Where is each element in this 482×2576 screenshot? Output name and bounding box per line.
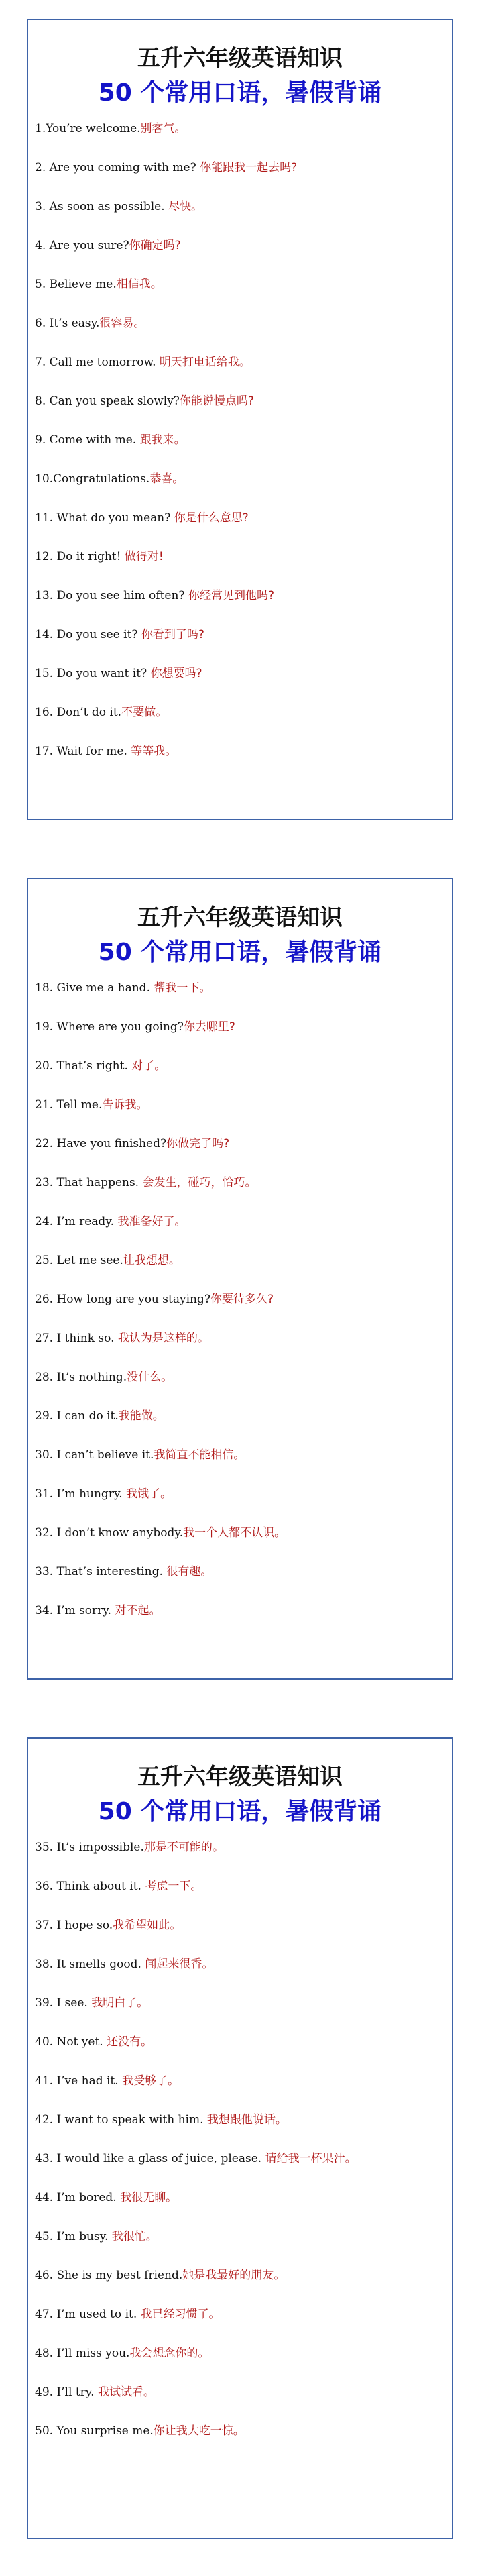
chinese-translation: 我认为是这样的。 xyxy=(117,1332,209,1345)
chinese-translation: 闻起来很香。 xyxy=(145,1957,214,1971)
chinese-translation: 你经常见到他吗? xyxy=(188,589,274,602)
phrase-item xyxy=(35,2422,442,2461)
english-phrase: 27. I think so. xyxy=(35,1332,118,1345)
english-phrase: 17. Wait for me. xyxy=(35,745,131,758)
english-phrase: 11. What do you mean? xyxy=(35,511,174,525)
card-subtitle: 50 个常用口语，暑假背诵 xyxy=(98,79,382,107)
english-phrase: 44. I’m bored. xyxy=(35,2191,121,2204)
chinese-translation: 尽快。 xyxy=(168,200,203,213)
chinese-translation: 我能做。 xyxy=(118,1409,164,1423)
chinese-translation: 对不起。 xyxy=(115,1604,161,1617)
english-phrase: 45. I’m busy. xyxy=(35,2230,112,2243)
phrase-item xyxy=(35,119,442,158)
chinese-translation: 没什么。 xyxy=(127,1371,173,1384)
english-phrase: 32. I don’t know anybody. xyxy=(35,1526,184,1540)
english-phrase: 38. It smells good. xyxy=(35,1957,145,1971)
chinese-translation: 她是我最好的朋友。 xyxy=(182,2269,286,2282)
chinese-translation: 你去哪里? xyxy=(183,1020,235,1034)
phrase-item xyxy=(35,625,442,664)
chinese-translation: 你要待多久? xyxy=(210,1293,274,1306)
english-phrase: 24. I’m ready. xyxy=(35,1215,118,1228)
phrase-item xyxy=(35,2227,442,2266)
chinese-translation: 你是什么意思? xyxy=(174,511,249,525)
chinese-translation: 恭喜。 xyxy=(149,472,184,486)
english-phrase: 3. As soon as possible. xyxy=(35,200,169,213)
chinese-translation: 我很无聊。 xyxy=(120,2191,178,2204)
chinese-translation: 做得对! xyxy=(124,550,164,564)
phrase-item xyxy=(35,2110,442,2149)
chinese-translation: 你做完了吗? xyxy=(166,1137,230,1150)
card-title: 五升六年级英语知识 xyxy=(137,45,343,72)
english-phrase: 49. I’ll try. xyxy=(35,2385,98,2399)
phrase-item xyxy=(35,1994,442,2033)
phrase-card-3 xyxy=(27,1737,453,2539)
phrase-item xyxy=(35,2033,442,2072)
english-phrase: 48. I’ll miss you. xyxy=(35,2347,130,2360)
chinese-translation: 我明白了。 xyxy=(91,1996,149,2010)
phrase-item xyxy=(35,1523,442,1562)
phrase-item xyxy=(35,1485,442,1523)
chinese-translation: 让我想想。 xyxy=(123,1254,180,1267)
english-phrase: 22. Have you finished? xyxy=(35,1137,167,1150)
phrase-item xyxy=(35,2072,442,2110)
phrase-item xyxy=(35,431,442,470)
phrase-item xyxy=(35,197,442,236)
phrase-item xyxy=(35,1173,442,1212)
chinese-translation: 那是不可能的。 xyxy=(143,1841,224,1854)
phrase-item xyxy=(35,275,442,314)
english-phrase: 7. Call me tomorrow. xyxy=(35,356,160,369)
chinese-translation: 我很忙。 xyxy=(111,2230,158,2243)
phrase-item xyxy=(35,2266,442,2305)
english-phrase: 15. Do you want it? xyxy=(35,667,151,680)
english-phrase: 35. It’s impossible. xyxy=(35,1841,144,1854)
chinese-translation: 我受够了。 xyxy=(122,2074,180,2088)
chinese-translation: 我想跟他说话。 xyxy=(206,2113,287,2127)
phrase-item xyxy=(35,742,442,781)
english-phrase: 16. Don’t do it. xyxy=(35,706,122,719)
phrase-item xyxy=(35,664,442,703)
chinese-translation: 还没有。 xyxy=(107,2035,153,2049)
english-phrase: 2. Are you coming with me? xyxy=(35,161,200,174)
chinese-translation: 我简直不能相信。 xyxy=(154,1448,245,1462)
phrase-item xyxy=(35,1212,442,1251)
chinese-translation: 告诉我。 xyxy=(102,1098,148,1112)
chinese-translation: 跟我来。 xyxy=(139,433,186,447)
phrase-item xyxy=(35,1916,442,1955)
english-phrase: 42. I want to speak with him. xyxy=(35,2113,207,2127)
phrase-card-1 xyxy=(27,19,453,820)
phrase-item xyxy=(35,1018,442,1057)
phrase-item xyxy=(35,2344,442,2383)
phrase-item xyxy=(35,586,442,625)
english-phrase: 31. I’m hungry. xyxy=(35,1487,127,1501)
phrase-item xyxy=(35,236,442,275)
chinese-translation: 帮我一下。 xyxy=(154,981,211,995)
chinese-translation: 会发生，碰巧，恰巧。 xyxy=(142,1176,257,1189)
phrase-item xyxy=(35,470,442,508)
card-subtitle: 50 个常用口语，暑假背诵 xyxy=(98,938,382,966)
chinese-translation: 你看到了吗? xyxy=(141,628,204,641)
english-phrase: 12. Do it right! xyxy=(35,550,125,564)
chinese-translation: 我希望如此。 xyxy=(113,1919,182,1932)
english-phrase: 6. It’s easy. xyxy=(35,317,100,330)
english-phrase: 37. I hope so. xyxy=(35,1919,113,1932)
phrase-item xyxy=(35,1446,442,1485)
phrase-item xyxy=(35,547,442,586)
phrase-item xyxy=(35,979,442,1018)
english-phrase: 29. I can do it. xyxy=(35,1409,119,1423)
phrase-item xyxy=(35,1601,442,1640)
english-phrase: 34. I’m sorry. xyxy=(35,1604,115,1617)
phrase-item xyxy=(35,1329,442,1368)
phrase-item xyxy=(35,1290,442,1329)
chinese-translation: 相信我。 xyxy=(116,278,162,291)
phrase-item xyxy=(35,2305,442,2344)
chinese-translation: 我准备好了。 xyxy=(117,1215,186,1228)
phrase-item xyxy=(35,2149,442,2188)
chinese-translation: 我饿了。 xyxy=(126,1487,172,1501)
phrase-item xyxy=(35,703,442,742)
phrase-list xyxy=(28,979,452,1640)
phrase-list xyxy=(28,1838,452,2461)
chinese-translation: 我会想念你的。 xyxy=(129,2347,210,2360)
chinese-translation: 别客气。 xyxy=(140,122,186,136)
phrase-item xyxy=(35,1134,442,1173)
chinese-translation: 对了。 xyxy=(131,1059,166,1073)
phrase-item xyxy=(35,1057,442,1095)
phrase-item xyxy=(35,353,442,392)
english-phrase: 30. I can’t believe it. xyxy=(35,1448,154,1462)
chinese-translation: 很容易。 xyxy=(99,317,145,330)
card-title: 五升六年级英语知识 xyxy=(137,1764,343,1790)
phrase-item xyxy=(35,2188,442,2227)
phrase-item xyxy=(35,1407,442,1446)
chinese-translation: 我一个人都不认识。 xyxy=(183,1526,286,1540)
english-phrase: 4. Are you sure? xyxy=(35,239,129,252)
english-phrase: 13. Do you see him often? xyxy=(35,589,188,602)
english-phrase: 40. Not yet. xyxy=(35,2035,107,2049)
card-title: 五升六年级英语知识 xyxy=(137,904,343,931)
phrase-card-2 xyxy=(27,878,453,1680)
english-phrase: 20. That’s right. xyxy=(35,1059,132,1073)
chinese-translation: 等等我。 xyxy=(131,745,177,758)
phrase-item xyxy=(35,1368,442,1407)
english-phrase: 9. Come with me. xyxy=(35,433,140,447)
chinese-translation: 你能说慢点吗? xyxy=(179,394,254,408)
chinese-translation: 考虑一下。 xyxy=(145,1880,202,1893)
english-phrase: 26. How long are you staying? xyxy=(35,1293,210,1306)
phrase-item xyxy=(35,508,442,547)
phrase-item xyxy=(35,2383,442,2422)
english-phrase: 39. I see. xyxy=(35,1996,92,2010)
phrase-list xyxy=(28,119,452,781)
english-phrase: 28. It’s nothing. xyxy=(35,1371,127,1384)
english-phrase: 41. I’ve had it. xyxy=(35,2074,123,2088)
phrase-item xyxy=(35,1838,442,1877)
phrase-item xyxy=(35,1955,442,1994)
phrase-item xyxy=(35,314,442,353)
english-phrase: 50. You surprise me. xyxy=(35,2424,154,2438)
english-phrase: 1.You’re welcome. xyxy=(35,122,141,136)
card-subtitle: 50 个常用口语，暑假背诵 xyxy=(98,1798,382,1825)
english-phrase: 5. Believe me. xyxy=(35,278,117,291)
chinese-translation: 很有趣。 xyxy=(166,1565,213,1578)
english-phrase: 14. Do you see it? xyxy=(35,628,141,641)
chinese-translation: 你想要吗? xyxy=(150,667,202,680)
chinese-translation: 你让我大吃一惊。 xyxy=(153,2424,245,2438)
english-phrase: 10.Congratulations. xyxy=(35,472,150,486)
chinese-translation: 你能跟我一起去吗? xyxy=(200,161,298,174)
english-phrase: 25. Let me see. xyxy=(35,1254,123,1267)
phrase-item xyxy=(35,1877,442,1916)
chinese-translation: 我已经习惯了。 xyxy=(140,2308,221,2321)
english-phrase: 47. I’m used to it. xyxy=(35,2308,141,2321)
english-phrase: 8. Can you speak slowly? xyxy=(35,394,180,408)
chinese-translation: 我试试看。 xyxy=(97,2385,155,2399)
english-phrase: 43. I would like a glass of juice, please. xyxy=(35,2152,265,2165)
phrase-item xyxy=(35,1095,442,1134)
english-phrase: 46. She is my best friend. xyxy=(35,2269,183,2282)
chinese-translation: 你确定吗? xyxy=(129,239,181,252)
phrase-item xyxy=(35,158,442,197)
phrase-item xyxy=(35,392,442,431)
english-phrase: 19. Where are you going? xyxy=(35,1020,184,1034)
chinese-translation: 明天打电话给我。 xyxy=(159,356,251,369)
english-phrase: 18. Give me a hand. xyxy=(35,981,154,995)
phrase-item xyxy=(35,1251,442,1290)
english-phrase: 33. That’s interesting. xyxy=(35,1565,167,1578)
english-phrase: 23. That happens. xyxy=(35,1176,143,1189)
phrase-item xyxy=(35,1562,442,1601)
english-phrase: 21. Tell me. xyxy=(35,1098,103,1112)
chinese-translation: 请给我一杯果汁。 xyxy=(265,2152,357,2165)
chinese-translation: 不要做。 xyxy=(121,706,168,719)
english-phrase: 36. Think about it. xyxy=(35,1880,145,1893)
